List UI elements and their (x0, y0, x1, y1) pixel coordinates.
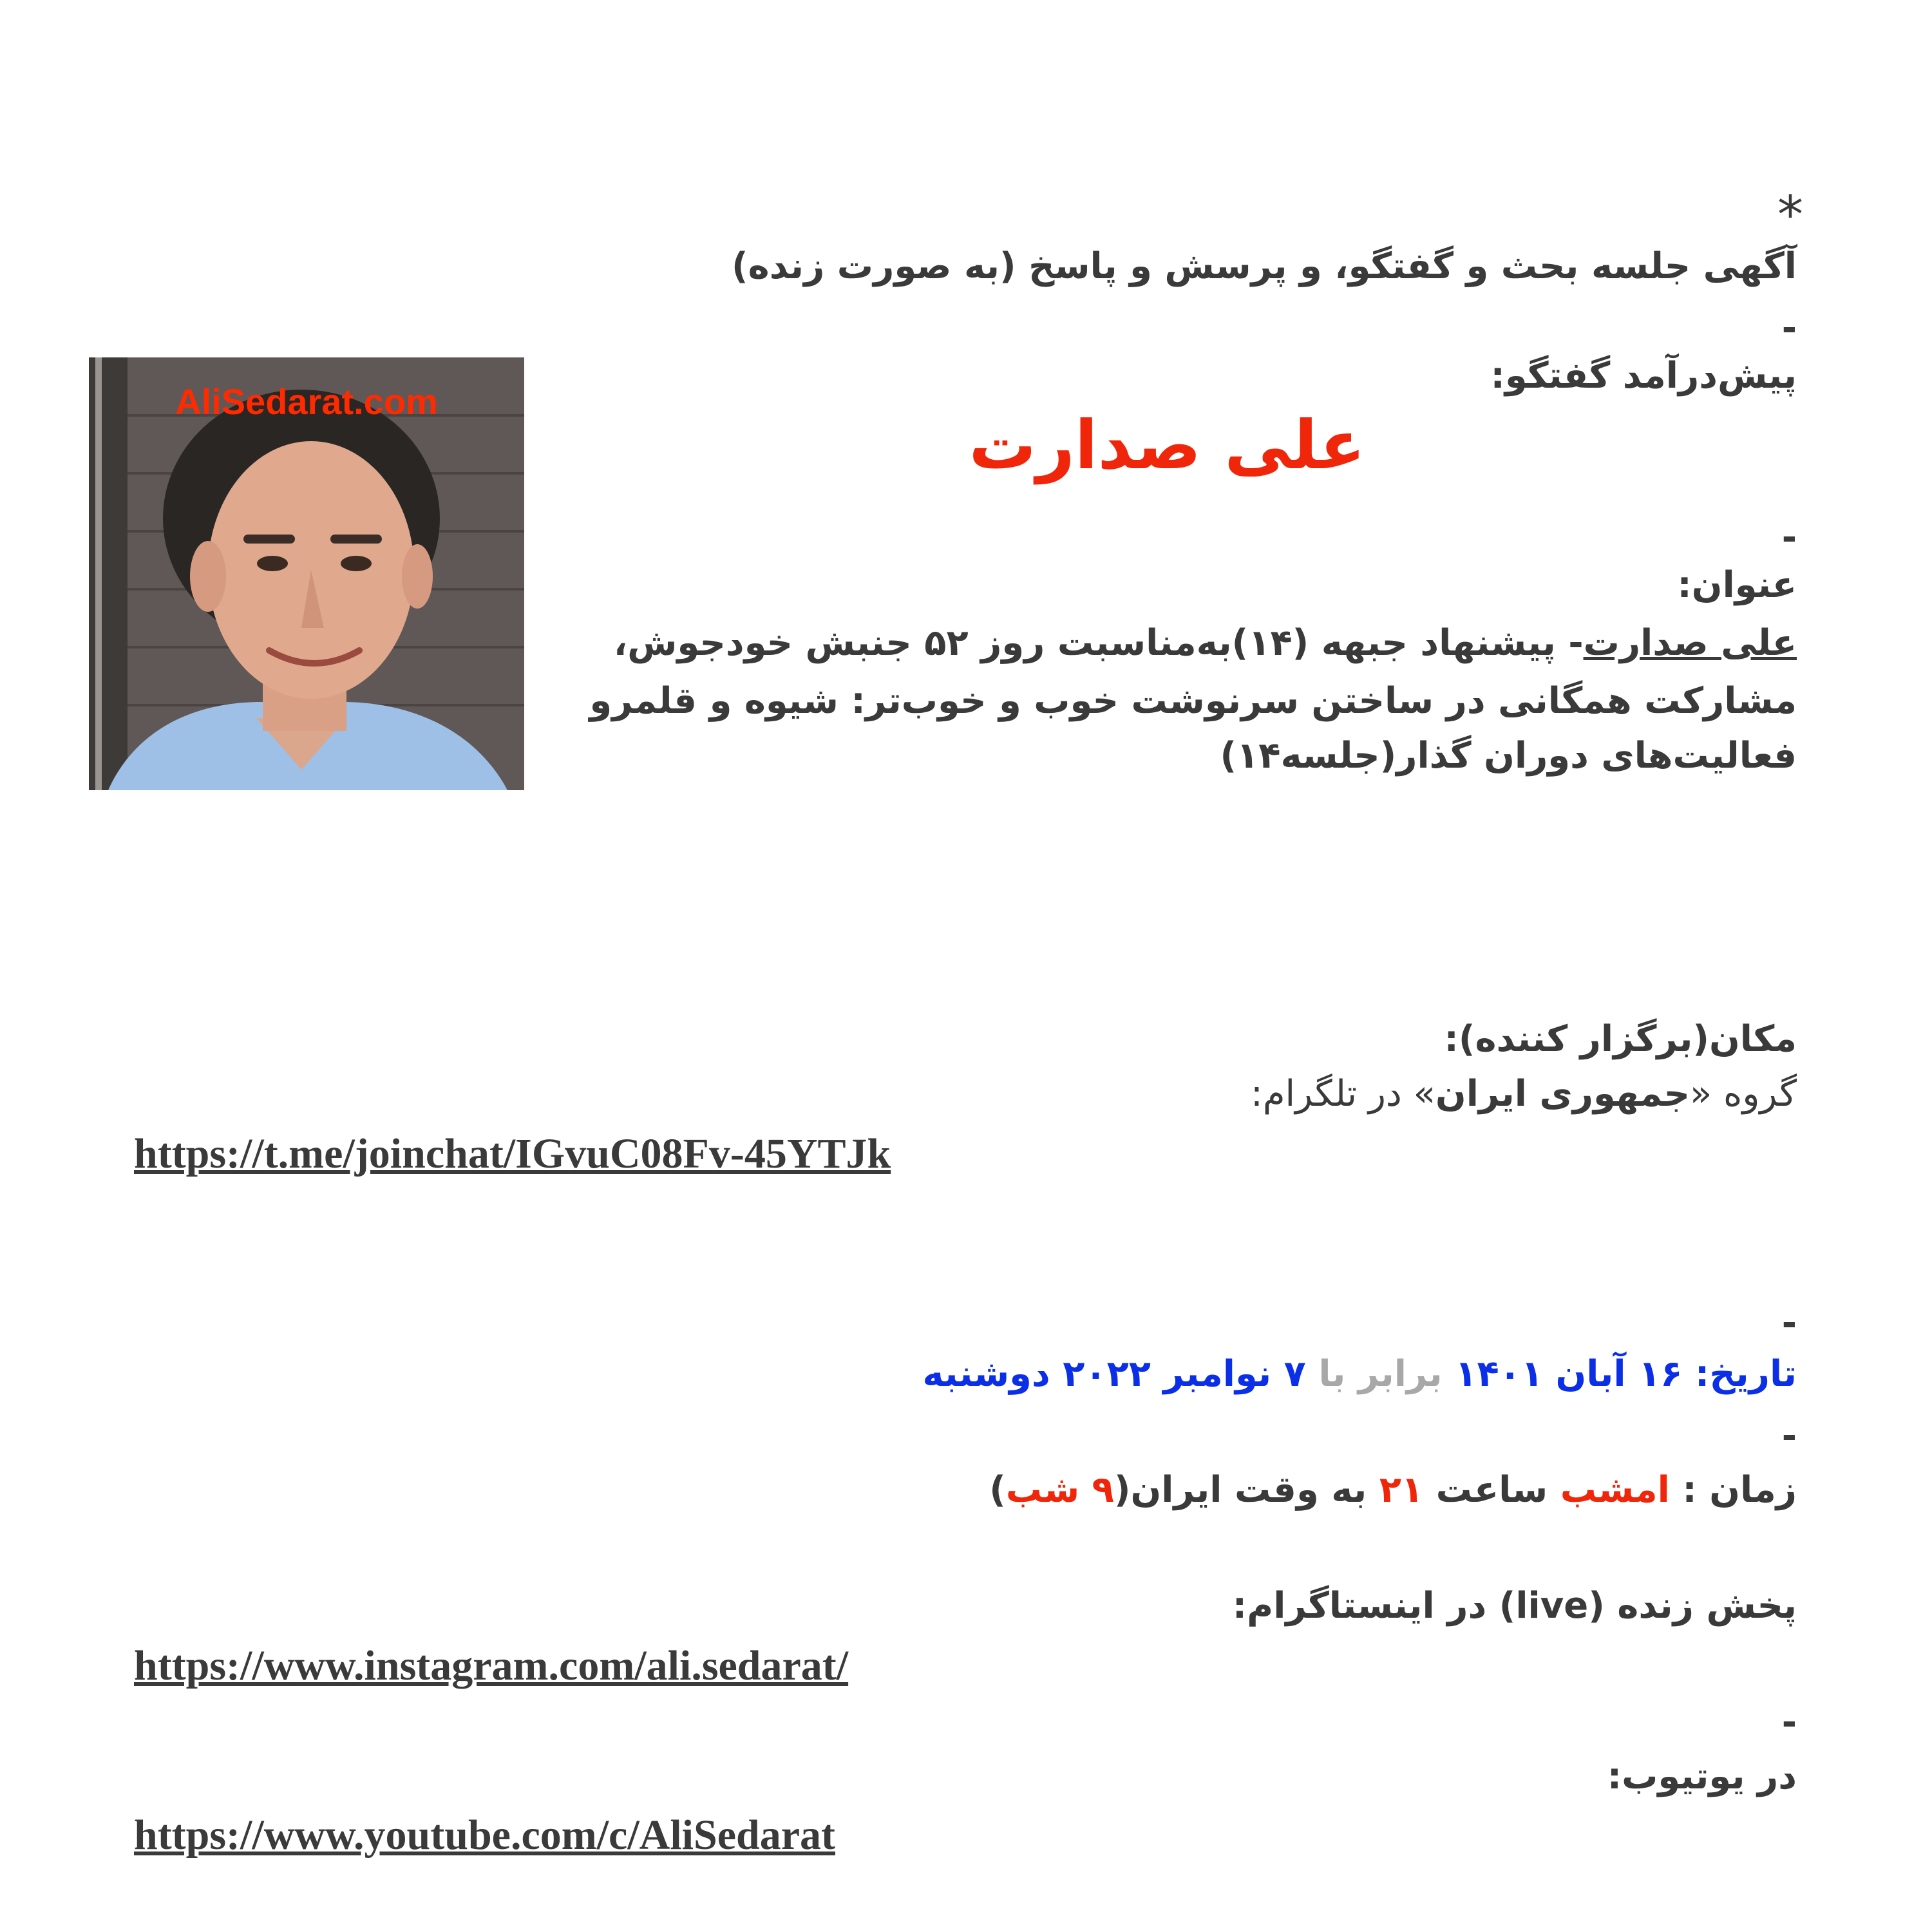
youtube-link[interactable]: https://www.youtube.com/c/AliSedarat (134, 1812, 835, 1859)
time-close: ) (989, 1469, 1006, 1511)
photo-caption: AliSedarat.com (175, 381, 438, 422)
speaker-photo (89, 357, 524, 790)
venue-suffix: » در تلگرام: (1251, 1073, 1435, 1115)
title-line-3: فعالیت‌های دوران گذار(جلسه۱۴) (1220, 735, 1797, 777)
title-label: عنوان: (1677, 564, 1797, 606)
venue-label: مکان(برگزار کننده): (1444, 1018, 1797, 1060)
date-persian: تاریخ: ۱۶ آبان ۱۴۰۱ (1442, 1353, 1797, 1395)
youtube-label: در یوتیوب: (1607, 1756, 1797, 1797)
separator-dash: - (1781, 516, 1797, 558)
announcement-heading: آگهی جلسه بحث و گفتگو، و پرسش و پاسخ (به صورت زنده) (732, 245, 1797, 287)
intro-label: پیش‌درآمد گفتگو: (1490, 355, 1797, 397)
time-hour-prefix: ساعت (1423, 1469, 1560, 1511)
asterisk-icon: * (1777, 185, 1803, 245)
telegram-link[interactable]: https://t.me/joinchat/IGvuC08Fv-45YTJk (134, 1130, 891, 1177)
date-line (922, 1346, 1797, 1403)
venue-group-name: جمهوری ایران (1435, 1073, 1690, 1115)
separator-dash: - (1781, 1302, 1797, 1344)
separator-dash: - (1781, 1415, 1797, 1457)
date-equals: برابر با (1318, 1353, 1443, 1395)
title-line-2: مشارکت همگانی در ساختن سرنوشت خوب و خوب‌تر: شیوه و قلمرو (589, 680, 1797, 722)
separator-dash: - (1781, 1701, 1797, 1743)
time-hour: ۲۱ (1379, 1469, 1424, 1511)
venue-prefix: گروه « (1689, 1073, 1797, 1115)
speaker-name: علی صدارت (969, 406, 1365, 484)
time-label: زمان : (1669, 1469, 1797, 1511)
date-gregorian: ۷ نوامبر ۲۰۲۲ دوشنبه (922, 1353, 1319, 1395)
title-line-1-text: - پیشنهاد جبهه (۱۴)به‌مناسبت روز ۵۲ جنبش خودجوش، (613, 622, 1584, 664)
instagram-link[interactable]: https://www.instagram.com/ali.sedarat/ (134, 1642, 849, 1689)
venue-text (1251, 1066, 1797, 1122)
instagram-label: پخش زنده (live) در اینستاگرام: (1232, 1585, 1797, 1627)
title-speaker-name: علی صدارت (1583, 622, 1797, 664)
time-timezone: به وقت ایران( (1113, 1469, 1379, 1511)
title-line-1 (614, 615, 1797, 672)
time-nine-pm: ۹ شب (1005, 1469, 1114, 1511)
time-line (989, 1462, 1797, 1519)
separator-dash: - (1781, 307, 1797, 349)
time-tonight: امشب (1560, 1469, 1670, 1511)
